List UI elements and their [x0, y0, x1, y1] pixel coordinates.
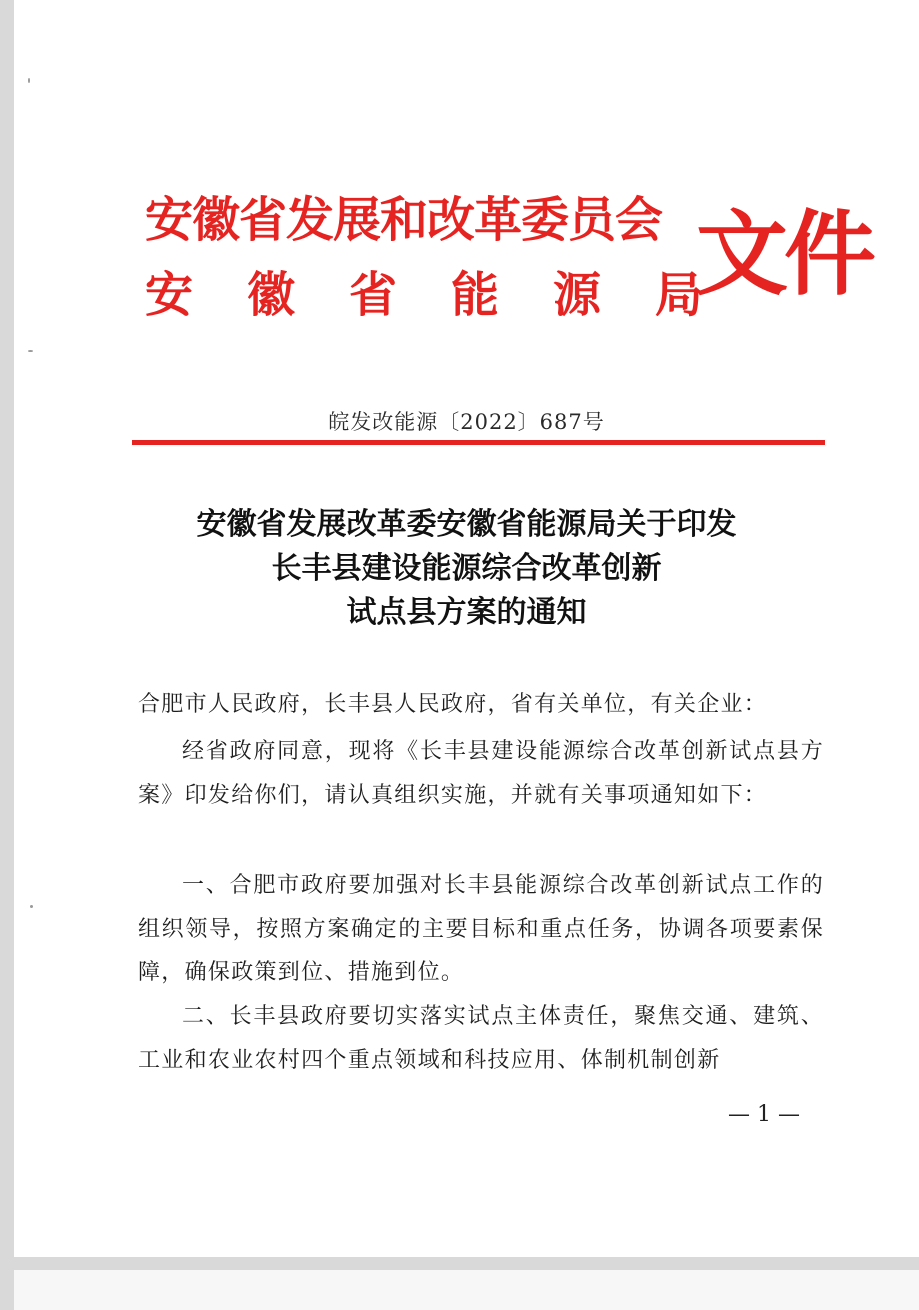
page-number: — 1 — — [728, 1102, 800, 1127]
body-paragraph: 二、长丰县政府要切实落实试点主体责任，聚焦交通、建筑、工业和农业农村四个重点领域和科技应用、体制机制创新 — [138, 1004, 824, 1073]
document-page — [14, 0, 919, 1257]
issuer-char: 局 — [654, 267, 703, 323]
issuer-char: 安 — [145, 267, 194, 323]
body-paragraph: 一、合肥市政府要加强对长丰县能源综合改革创新试点工作的组织领导，按照方案确定的主要目标和重点任务，协调各项要素保障，确保政策到位、措施到位。 — [138, 873, 824, 985]
body-paragraph: 经省政府同意，现将《长丰县建设能源综合改革创新试点县方案》印发给你们，请认真组织实施，并就有关事项通知如下： — [138, 739, 824, 808]
scan-speck — [30, 905, 33, 908]
document-number: 皖发改能源〔2022〕687号 — [328, 410, 605, 434]
title-line: 试点县方案的通知 — [346, 595, 587, 630]
next-page-edge — [14, 1270, 919, 1310]
document-title — [14, 503, 919, 635]
issuer-line-2 — [145, 267, 703, 323]
scan-speck — [28, 350, 33, 352]
issuer-char: 源 — [552, 267, 601, 323]
issuer-char: 能 — [450, 267, 499, 323]
issuer-char: 徽 — [246, 267, 295, 323]
red-divider-line — [132, 440, 825, 445]
issuer-line-1: 安徽省发展和改革委员会 — [145, 192, 663, 248]
issuer-char: 省 — [348, 267, 397, 323]
addressee-line: 合肥市人民政府，长丰县人民政府，省有关单位，有关企业： — [138, 692, 768, 717]
document-type-label: 文件 — [696, 200, 873, 308]
scan-speck — [28, 78, 30, 83]
title-line: 安徽省发展改革委安徽省能源局关于印发 — [196, 507, 737, 542]
title-line: 长丰县建设能源综合改革创新 — [271, 551, 662, 586]
